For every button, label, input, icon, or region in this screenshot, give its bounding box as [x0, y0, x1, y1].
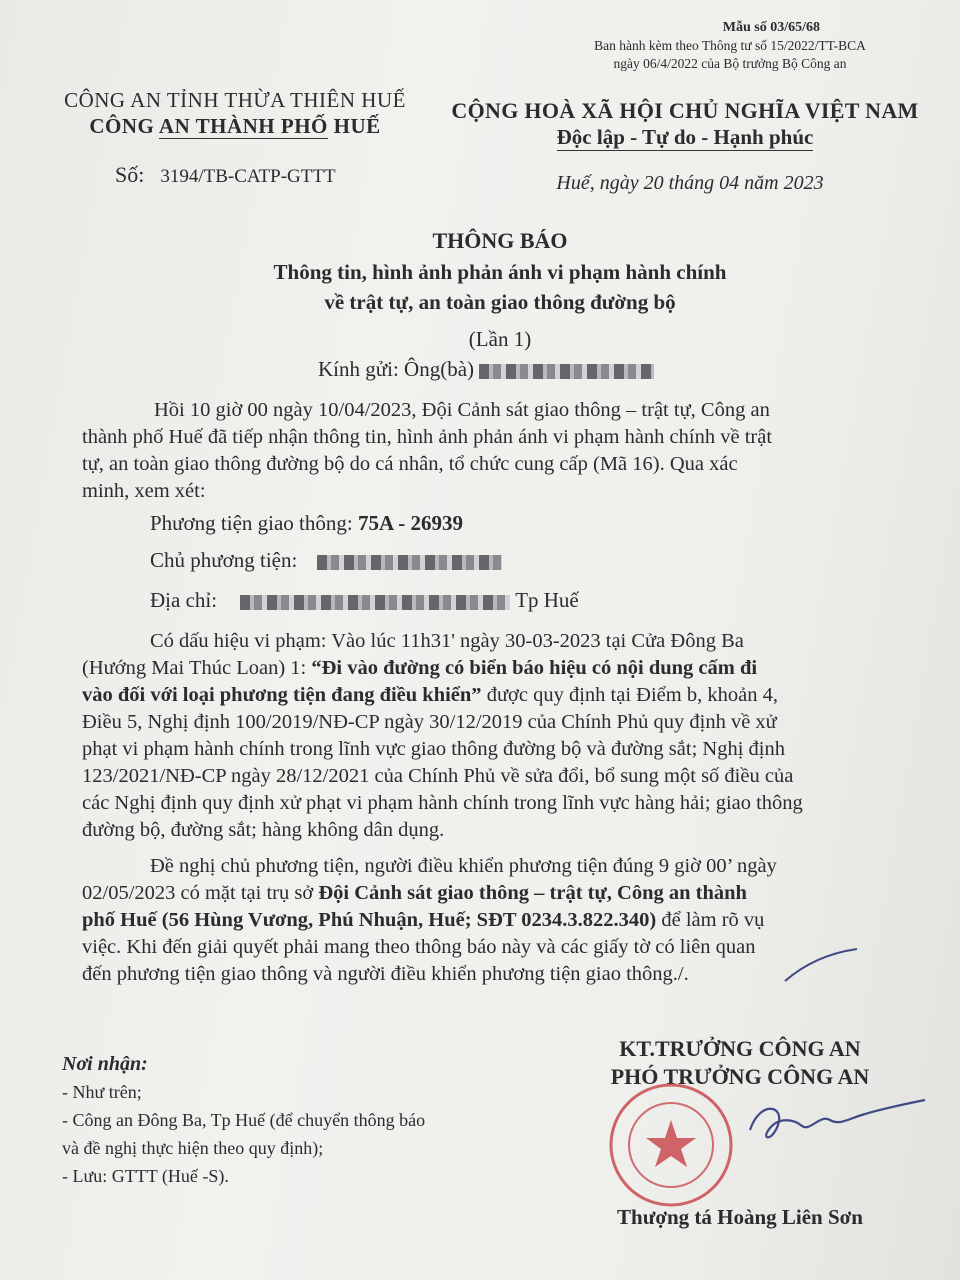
violation-line: Có dấu hiệu vi phạm: Vào lúc 11h31' ngày 30-03-2023 tại Cửa Đông Ba — [150, 630, 744, 652]
violation-line: (Hướng Mai Thúc Loan) 1: “Đi vào đường có biển báo hiệu có nội dung cấm đi — [82, 657, 758, 679]
agency-parent: CÔNG AN TỈNH THỪA THIÊN HUẾ — [64, 88, 406, 112]
violation-line: vào đối với loại phương tiện đang điều khiển” được quy định tại Điểm b, khoản 4, — [82, 684, 778, 706]
document-subtitle-line2: về trật tự, an toàn giao thông đường bộ — [324, 290, 676, 314]
form-number: Mẫu số 03/65/68 — [722, 20, 820, 35]
handwritten-check-mark — [745, 945, 865, 985]
nation-motto: Độc lập - Tự do - Hạnh phúc — [556, 125, 814, 149]
vehicle-owner-line: Chủ phương tiện: — [150, 548, 502, 573]
vehicle-plate-line: Phương tiện giao thông: 75A - 26939 — [150, 511, 463, 535]
request-line: Đề nghị chủ phương tiện, người điều khiển phương tiện đúng 9 giờ 00’ ngày — [150, 855, 777, 877]
handwritten-signature — [690, 1080, 930, 1170]
redacted-owner-name — [317, 555, 502, 570]
document-title: THÔNG BÁO — [432, 228, 568, 253]
notice-round: (Lần 1) — [468, 327, 532, 351]
receiver-item: và đề nghị thực hiện theo quy định); — [62, 1138, 324, 1158]
intro-line: minh, xem xét: — [82, 480, 206, 502]
vehicle-plate: 75A - 26939 — [357, 511, 463, 535]
intro-paragraph — [82, 397, 897, 505]
redacted-address — [240, 595, 510, 610]
receivers-block — [62, 1050, 532, 1190]
violation-line: phạt vi phạm hành chính trong lĩnh vực giao thông đường bộ và đường sắt; Nghị định — [82, 738, 785, 760]
recipient-line: Kính gửi: Ông(bà) — [318, 357, 654, 382]
redacted-recipient-name — [479, 364, 654, 379]
intro-line: Hồi 10 giờ 00 ngày 10/04/2023, Đội Cảnh sát giao thông – trật tự, Công an — [154, 399, 770, 421]
document-subtitle-line1: Thông tin, hình ảnh phản ánh vi phạm hành chính — [273, 260, 727, 284]
document-number: Số: 3194/TB-CATP-GTTT — [115, 162, 336, 187]
violation-line: Điều 5, Nghị định 100/2019/NĐ-CP ngày 30/12/2019 của Chính Phủ quy định về xử — [82, 711, 777, 733]
request-line: phố Huế (56 Hùng Vương, Phú Nhuận, Huế; SĐT 0234.3.822.340) để làm rõ vụ — [82, 909, 765, 931]
intro-line: thành phố Huế đã tiếp nhận thông tin, hình ảnh phản ánh vi phạm hành chính về trật — [82, 426, 773, 448]
violation-line: 123/2021/NĐ-CP ngày 28/12/2021 của Chính Phủ về sửa đổi, bổ sung một số điều của — [82, 765, 794, 787]
date-line: Huế, ngày 20 tháng 04 năm 2023 — [556, 172, 824, 194]
request-line: việc. Khi đến giải quyết phải mang theo thông báo này và các giấy tờ có liên quan — [82, 936, 756, 958]
violation-line: đường bộ, đường sắt; hàng không dân dụng. — [82, 819, 445, 841]
signer-title-line2: PHÓ TRƯỞNG CÔNG AN — [610, 1064, 870, 1089]
signer-name: Thượng tá Hoàng Liên Sơn — [617, 1205, 863, 1229]
agency-name: CÔNG AN THÀNH PHỐ HUẾ — [89, 114, 381, 138]
form-issued-date: ngày 06/4/2022 của Bộ trưởng Bộ Công an — [613, 56, 847, 71]
receiver-item: - Như trên; — [62, 1082, 142, 1102]
nation-title: CỘNG HOÀ XÃ HỘI CHỦ NGHĨA VIỆT NAM — [451, 98, 919, 123]
vehicle-address-line: Địa chỉ: Tp Huế — [150, 588, 579, 612]
receiver-item: - Công an Đông Ba, Tp Huế (để chuyển thông báo — [62, 1110, 426, 1130]
request-line: đến phương tiện giao thông và người điều khiển phương tiện giao thông./. — [82, 963, 689, 985]
receiver-item: - Lưu: GTTT (Huế -S). — [62, 1166, 229, 1186]
violation-paragraph — [82, 628, 897, 844]
signer-title-line1: KT.TRƯỞNG CÔNG AN — [619, 1036, 861, 1061]
form-issued-with: Ban hành kèm theo Thông tư số 15/2022/TT-BCA — [594, 38, 866, 53]
intro-line: tự, an toàn giao thông đường bộ do cá nhân, tổ chức cung cấp (Mã 16). Qua xác — [82, 453, 738, 475]
receivers-heading: Nơi nhận: — [62, 1053, 148, 1075]
violation-line: các Nghị định quy định xử phạt vi phạm hành chính trong lĩnh vực hàng hải; giao thông — [82, 792, 803, 814]
request-line: 02/05/2023 có mặt tại trụ sở Đội Cảnh sát giao thông – trật tự, Công an thành — [82, 882, 747, 904]
